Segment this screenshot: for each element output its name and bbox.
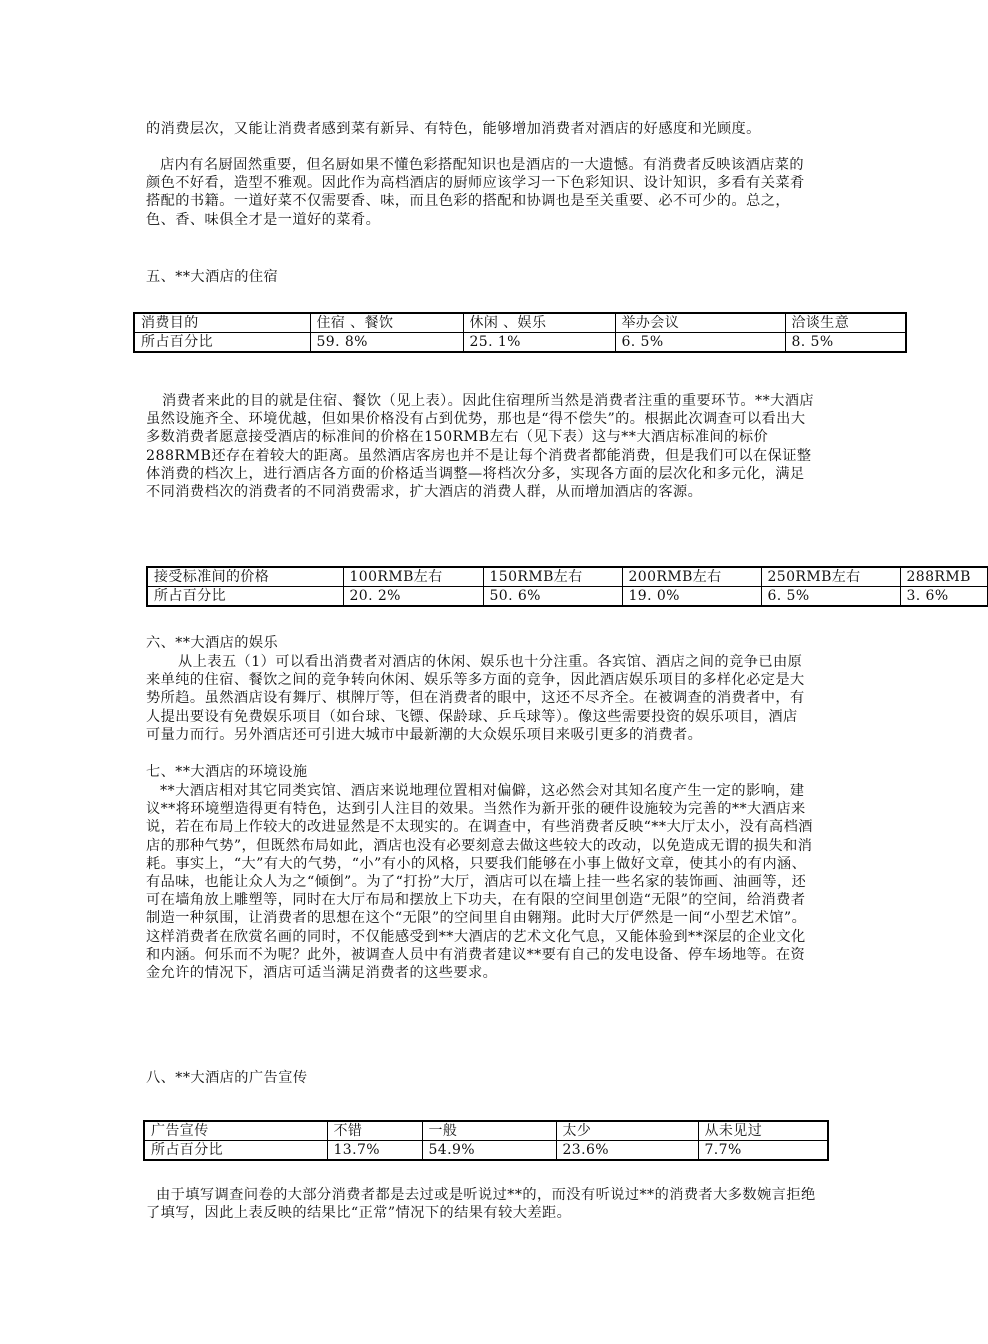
table-cell: 54.9% [422,1141,556,1161]
table-cell: 19. 0% [622,587,761,607]
table-cell: 太少 [556,1121,698,1141]
table-cell: 150RMB左右 [483,567,622,587]
section-heading-entertainment: 六、**大酒店的娱乐 [146,635,279,651]
table-row [147,567,987,587]
table-cell: 所占百分比 [144,1141,327,1161]
table-row [144,1141,828,1161]
table-cell: 7.7% [698,1141,828,1161]
table-cell: 所占百分比 [147,587,343,607]
table-cell: 100RMB左右 [343,567,483,587]
paragraph-color-matching: 店内有名厨固然重要，但名厨如果不懂色彩搭配知识也是酒店的一大遗憾。有消费者反映该酒店菜的颜色不好看，造型不雅观。因此作为高档酒店的厨师应该学习一下色彩知识、设计知识，多看有关菜肴搭配的书籍。一道好菜不仅需要香、味，而且色彩的搭配和协调也是至关重要、必不可少的。总之，色、香、味俱全才是一道好的菜肴。 [146,157,805,228]
table-cell: 一般 [422,1121,556,1141]
table-cell: 59. 8% [310,333,463,353]
paragraph-dishes-end: 的消费层次，又能让消费者感到菜有新异、有特色，能够增加消费者对酒店的好感度和光顾度。 [146,121,761,137]
table-cell: 消费目的 [134,313,310,333]
table-room-price [146,566,988,607]
table-cell: 288RMB [900,567,987,587]
table-cell: 20. 2% [343,587,483,607]
table-cell: 举办会议 [615,313,785,333]
paragraph-entertainment: 从上表五（1）可以看出消费者对酒店的休闲、娱乐也十分注重。各宾馆、酒店之间的竞争已由原来单纯的住宿、餐饮之间的竞争转向休闲、娱乐等多方面的竞争，因此酒店娱乐项目的多样化必定是大势所趋。虽然酒店设有舞厅、棋牌厅等，但在消费者的眼中，这还不尽齐全。在被调查的消费者中，有人提出要设有免费娱乐项目（如台球、飞镖、保龄球、乒乓球等）。像这些需要投资的娱乐项目，酒店可量力而行。另外酒店还可引进大城市中最新潮的大众娱乐项目来吸引更多的消费者。 [146,654,805,743]
table-cell: 6. 5% [615,333,785,353]
section-heading-accommodation: 五、**大酒店的住宿 [146,269,279,285]
table-cell: 6. 5% [761,587,900,607]
table-cell: 23.6% [556,1141,698,1161]
table-cell: 250RMB左右 [761,567,900,587]
section-heading-advertising: 八、**大酒店的广告宣传 [146,1070,308,1086]
paragraph-environment: **大酒店相对其它同类宾馆、酒店来说地理位置相对偏僻，这必然会对其知名度产生一定的影响，建议**将环境塑造得更有特色，达到引人注目的效果。当然作为新开张的硬件设施较为完善的**大酒店来说，若在布局上作较大的改进显然是不太现实的。在调查中，有些消费者反映“**大厅太小，没有高档酒店的那种气势”，但既然布局如此，酒店也没有必要刻意去做这些较大的改动，以免造成无谓的损失和消耗。事实上，“大”有大的气势，“小”有小的风格，只要我们能够在小事上做好文章，使其小的有内涵、有品味，也能让众人为之“倾倒”。为了“打扮”大厅，酒店可以在墙上挂一些名家的装饰画、油画等，还可在墙角放上雕塑等，同时在大厅布局和摆放上下功夫，在有限的空间里创造“无限”的空间，给消费者制造一种氛围，让消费者的思想在这个“无限”的空间里自由翱翔。此时大厅俨然是一间“小型艺术馆”。这样消费者在欣赏名画的同时，不仅能感受到**大酒店的艺术文化气息，又能体验到**深层的企业文化和内涵。何乐而不为呢？此外，被调查人员中有消费者建议**要有自己的发电设备、停车场地等。在资金允许的情况下，酒店可适当满足消费者的这些要求。 [146,783,813,982]
table-consumption-purpose [133,312,907,353]
table-price-clip [146,566,971,612]
table-cell: 住宿 、餐饮 [310,313,463,333]
table-cell: 3. 6% [900,587,987,607]
table-cell: 不错 [327,1121,422,1141]
table-cell: 休闲 、娱乐 [463,313,615,333]
table-cell: 接受标准间的价格 [147,567,343,587]
table-row [144,1121,828,1141]
table-cell: 从未见过 [698,1121,828,1141]
table-cell: 8. 5% [785,333,906,353]
table-advertising [143,1120,829,1161]
paragraph-advertising: 由于填写调查问卷的大部分消费者都是去过或是听说过**的，而没有听说过**的消费者大多数婉言拒绝了填写，因此上表反映的结果比“正常”情况下的结果有较大差距。 [146,1187,816,1222]
table-cell: 洽谈生意 [785,313,906,333]
section-heading-environment: 七、**大酒店的环境设施 [146,764,308,780]
table-row [147,587,987,607]
table-row [134,313,906,333]
table-cell: 50. 6% [483,587,622,607]
table-cell: 13.7% [327,1141,422,1161]
paragraph-accommodation: 消费者来此的目的就是住宿、餐饮（见上表）。因此住宿理所当然是消费者注重的重要环节。**大酒店虽然设施齐全、环境优越，但如果价格没有占到优势，那也是“得不偿失”的。根据此次调查可以看出大多数消费者愿意接受酒店的标准间的价格在150RMB左右（见下表）这与**大酒店标准间的标价288RMB还存在着较大的距离。虽然酒店客房也并不是让每个消费者都能消费，但是我们可以在保证整体消费的档次上，进行酒店各方面的价格适当调整—将档次分多，实现各方面的层次化和多元化，满足不同消费档次的消费者的不同消费需求，扩大酒店的消费人群，从而增加酒店的客源。 [146,393,815,501]
table-row [134,333,906,353]
table-cell: 广告宣传 [144,1121,327,1141]
table-cell: 25. 1% [463,333,615,353]
table-cell: 所占百分比 [134,333,310,353]
table-cell: 200RMB左右 [622,567,761,587]
